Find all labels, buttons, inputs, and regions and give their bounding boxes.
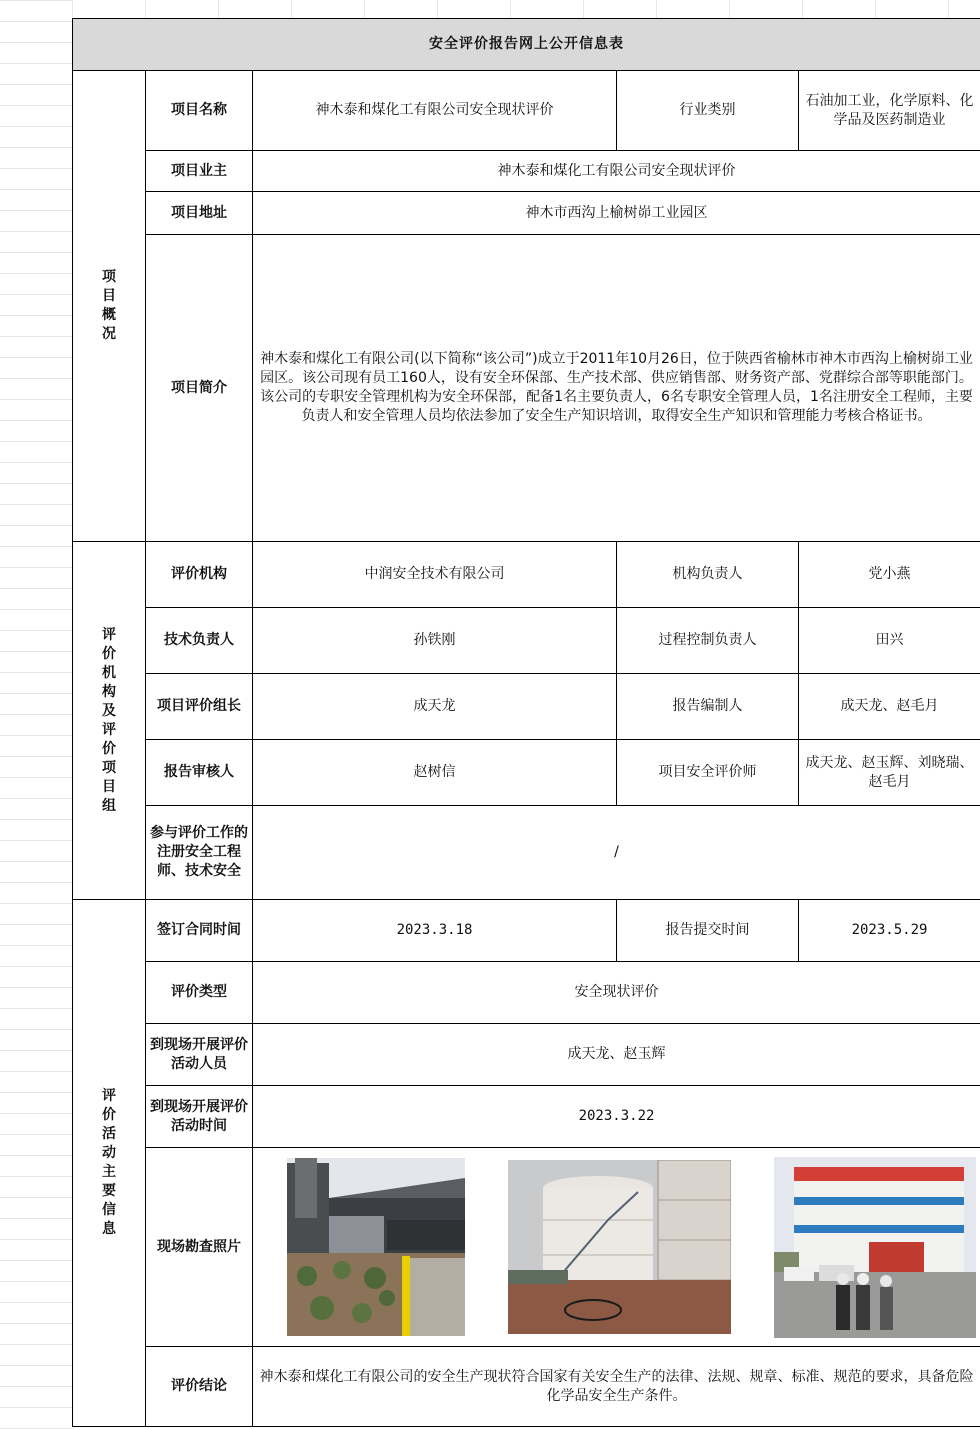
sheet-column-gridlines [72, 0, 980, 18]
label-industry: 行业类别 [617, 71, 799, 151]
value-agency: 中润安全技术有限公司 [253, 542, 617, 608]
photos-cell [253, 1148, 980, 1347]
label-conclusion: 评价结论 [146, 1347, 253, 1427]
label-intro: 项目简介 [146, 235, 253, 542]
label-submit-date: 报告提交时间 [617, 900, 799, 962]
label-address: 项目地址 [146, 192, 253, 235]
storage-tank-photo [508, 1160, 731, 1334]
value-submit-date: 2023.5.29 [799, 900, 980, 962]
value-report-author: 成天龙、赵毛月 [799, 674, 980, 740]
label-photos: 现场勘查照片 [146, 1148, 253, 1347]
industrial-plant-photo [287, 1158, 465, 1336]
section-activity: 评价活动主要信息 [73, 900, 146, 1427]
page-title: 安全评价报告网上公开信息表 [73, 19, 980, 71]
label-contract-date: 签订合同时间 [146, 900, 253, 962]
section-overview: 项目概况 [73, 71, 146, 542]
label-eval-type: 评价类型 [146, 962, 253, 1024]
label-onsite-people: 到现场开展评价活动人员 [146, 1024, 253, 1086]
value-safety-evaluators: 成天龙、赵玉辉、刘晓瑞、赵毛月 [799, 740, 980, 806]
label-agency-head: 机构负责人 [617, 542, 799, 608]
label-process-head: 过程控制负责人 [617, 608, 799, 674]
value-address: 神木市西沟上榆树峁工业园区 [253, 192, 980, 235]
label-team-leader: 项目评价组长 [146, 674, 253, 740]
sheet-row-gridlines [0, 0, 72, 1429]
label-safety-evaluators: 项目安全评价师 [617, 740, 799, 806]
value-onsite-people: 成天龙、赵玉辉 [253, 1024, 980, 1086]
value-report-reviewer: 赵树信 [253, 740, 617, 806]
label-report-author: 报告编制人 [617, 674, 799, 740]
label-project-name: 项目名称 [146, 71, 253, 151]
value-intro: 神木泰和煤化工有限公司(以下简称“该公司”)成立于2011年10月26日，位于陕西省榆林市神木市西沟上榆树峁工业园区。该公司现有员工160人，设有安全环保部、生产技术部、供应销售部、财务资产部、党群综合部等职能部门。该公司的专职安全管理机构为安全环保部，配备1名主要负责人，6名专职安全管理人员，1名注册安全工程师，主要负责人和安全管理人员均依法参加了安全生产知识培训，取得安全生产知识和管理能力考核合格证书。 [253, 235, 980, 542]
label-tech-head: 技术负责人 [146, 608, 253, 674]
section-evaluator: 评价机构及评价项目组 [73, 542, 146, 900]
value-project-name: 神木泰和煤化工有限公司安全现状评价 [253, 71, 617, 151]
label-owner: 项目业主 [146, 151, 253, 192]
label-agency: 评价机构 [146, 542, 253, 608]
value-onsite-date: 2023.3.22 [253, 1086, 980, 1148]
value-owner: 神木泰和煤化工有限公司安全现状评价 [253, 151, 980, 192]
label-report-reviewer: 报告审核人 [146, 740, 253, 806]
label-onsite-date: 到现场开展评价活动时间 [146, 1086, 253, 1148]
value-industry: 石油加工业，化学原料、化学品及医药制造业 [799, 71, 980, 151]
value-agency-head: 党小燕 [799, 542, 980, 608]
value-contract-date: 2023.3.18 [253, 900, 617, 962]
info-table [72, 18, 980, 1427]
value-tech-head: 孙铁刚 [253, 608, 617, 674]
value-participants: / [253, 806, 980, 900]
value-team-leader: 成天龙 [253, 674, 617, 740]
value-process-head: 田兴 [799, 608, 980, 674]
label-participants: 参与评价工作的注册安全工程师、技术安全 [146, 806, 253, 900]
office-building-photo [774, 1157, 976, 1338]
value-conclusion: 神木泰和煤化工有限公司的安全生产现状符合国家有关安全生产的法律、法规、规章、标准、规范的要求，具备危险化学品安全生产条件。 [253, 1347, 980, 1427]
value-eval-type: 安全现状评价 [253, 962, 980, 1024]
